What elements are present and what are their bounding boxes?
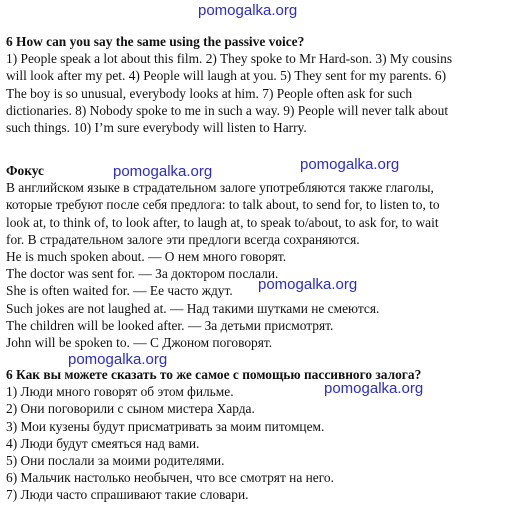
- list-item: 7) Люди часто спрашивают такие словари.: [6, 487, 249, 503]
- example-line: She is often waited for. — Ее часто ждут.: [6, 283, 233, 299]
- list-item: 2) Они поговорили с сыном мистера Харда.: [6, 401, 255, 417]
- focus-line: В английском языке в страдательном залоге употребляются также глаголы,: [6, 180, 434, 196]
- example-line: Such jokes are not laughed at. — Над такими шутками не смеются.: [6, 300, 380, 316]
- watermark: pomogalka.org: [324, 380, 424, 397]
- watermark: pomogalka.org: [300, 156, 400, 173]
- watermark: pomogalka.org: [258, 276, 358, 293]
- focus-line: look at, to think of, to look after, to laugh at, to speak to/about, to ask for, to wait: [6, 214, 439, 230]
- focus-text: [6, 179, 440, 248]
- exercise-en-text: [6, 50, 452, 136]
- exercise-en-line: dictionaries. 8) Nobody spoke to me in such a way. 9) People will never talk about: [6, 102, 449, 118]
- exercise-en-heading: 6 How can you say the same using the passive voice?: [6, 34, 305, 49]
- exercise-en: [6, 33, 452, 136]
- example-line: The children will be looked after. — За детьми присмотрят.: [6, 317, 334, 333]
- list-item: 6) Мальчик настолько необычен, что все смотрят на него.: [6, 470, 334, 486]
- exercise-en-line: 1) People speak a lot about this film. 2) They spoke to Mr Hard-son. 3) My cousins: [6, 51, 453, 67]
- watermark: pomogalka.org: [198, 2, 298, 19]
- focus-heading: Фокус: [6, 163, 44, 178]
- exercise-en-line: will look after my pet. 4) People will laugh at you. 5) They sent for my parents. 6): [6, 68, 447, 84]
- list-item: 5) Они послали за моими родителями.: [6, 453, 225, 469]
- list-item: 3) Мои кузены будут присматривать за моим питомцем.: [6, 418, 325, 434]
- example-line: The doctor was sent for. — За доктором послали.: [6, 266, 279, 282]
- watermark: pomogalka.org: [68, 351, 168, 368]
- focus-box: [6, 162, 440, 351]
- focus-line: for. В страдательном залоге эти предлоги всегда сохраняются.: [6, 231, 360, 247]
- example-line: John will be spoken to. — С Джоном поговорят.: [6, 335, 273, 351]
- focus-line: которые требуют после себя предлога: to talk about, to send for, to listen to, to: [6, 197, 440, 213]
- list-item: 1) Люди много говорят об этом фильме.: [6, 384, 234, 400]
- exercise-ru-heading: 6 Как вы можете сказать то же самое с помощью пассивного залога?: [6, 367, 422, 382]
- watermark: pomogalka.org: [113, 163, 213, 180]
- focus-examples: [6, 248, 440, 351]
- exercise-en-line: The boy is so unusual, everybody looks at him. 7) People often ask for such: [6, 85, 413, 101]
- list-item: 4) Люди будут смеяться над вами.: [6, 435, 200, 451]
- exercise-ru-list: [6, 383, 421, 503]
- example-line: He is much spoken about. — О нем много говорят.: [6, 249, 287, 265]
- exercise-en-line: such things. 10) I’m sure everybody will listen to Harry.: [6, 120, 307, 136]
